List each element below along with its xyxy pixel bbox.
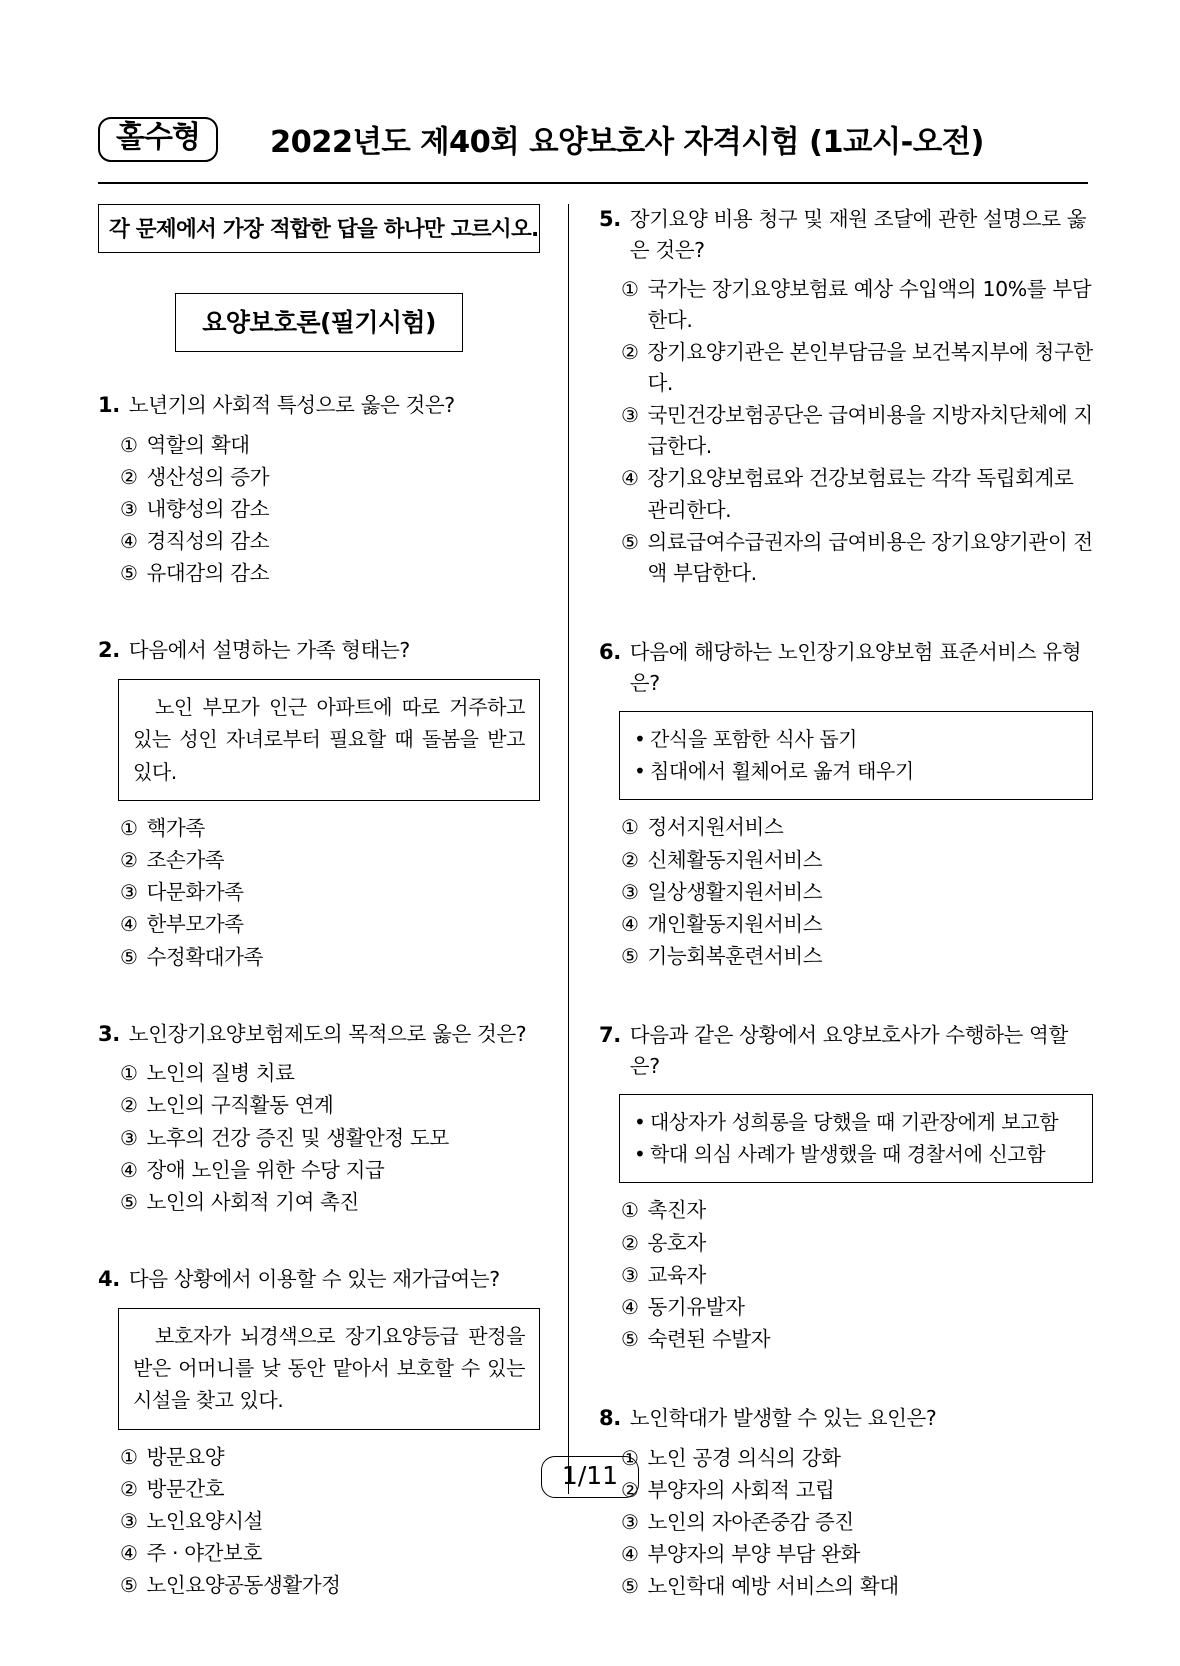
choice-label: 노인의 자아존중감 증진 — [647, 1510, 854, 1534]
question-5 — [599, 204, 1093, 589]
form-type-badge: 홀수형 — [98, 117, 218, 162]
choice-label: 주 · 야간보호 — [146, 1541, 262, 1566]
choice-marker: ③ — [621, 879, 639, 904]
choice-label: 노인의 사회적 기여 촉진 — [146, 1189, 359, 1214]
choice-marker: ⑤ — [621, 1327, 639, 1352]
stem-line: 노인 부모가 인근 아파트에 따로 거주하고 있는 성인 자녀로부터 필요할 때 돌봄을 받고 있다. — [133, 694, 525, 784]
choice-marker: ③ — [621, 1262, 639, 1287]
instruction-box: 각 문제에서 가장 적합한 답을 하나만 고르시오. — [98, 204, 540, 253]
choice-option[interactable] — [120, 1090, 540, 1121]
choice-marker: ③ — [120, 496, 138, 521]
right-column — [593, 204, 1093, 1599]
choice-option[interactable] — [621, 1228, 1093, 1259]
choice-label: 국가는 장기요양보험료 예상 수입액의 10%를 부담한다. — [647, 276, 1092, 332]
choice-label: 노인학대 예방 서비스의 확대 — [647, 1574, 899, 1599]
choice-label: 동기유발자 — [647, 1294, 745, 1319]
choice-marker: ② — [621, 1230, 639, 1255]
choice-option[interactable] — [621, 1260, 1093, 1291]
subject-title: 요양보호론(필기시험) — [175, 293, 463, 352]
choice-option[interactable] — [621, 527, 1093, 589]
question-number: 7. — [599, 1023, 621, 1048]
choice-label: 노인의 구직활동 연계 — [146, 1093, 334, 1118]
question-text: 다음에서 설명하는 가족 형태는? — [128, 638, 410, 663]
choice-marker: ③ — [120, 1509, 138, 1533]
choice-marker: ① — [621, 1198, 639, 1223]
choice-marker: ② — [120, 464, 138, 489]
choice-label: 숙련된 수발자 — [647, 1327, 771, 1352]
choice-marker: ① — [120, 1061, 138, 1086]
question-number: 1. — [98, 393, 120, 417]
choice-marker: ② — [120, 1476, 138, 1501]
choice-marker: ① — [120, 432, 138, 457]
choice-option[interactable] — [621, 1324, 1093, 1355]
choice-label: 노인의 질병 치료 — [146, 1061, 295, 1086]
question-2 — [98, 635, 540, 972]
choice-option[interactable] — [621, 909, 1093, 940]
choice-label: 한부모가족 — [146, 912, 244, 937]
stem-line: 보호자가 뇌경색으로 장기요양등급 판정을 받은 어머니를 낮 동안 맡아서 보호할 수 있는 시설을 찾고 있다. — [133, 1323, 525, 1413]
question-number: 3. — [98, 1021, 120, 1046]
choice-marker: ⑤ — [120, 1573, 138, 1598]
choice-label: 노인요양공동생활가정 — [146, 1573, 341, 1598]
choice-marker: ④ — [120, 528, 138, 553]
choice-label: 의료급여수급권자의 급여비용은 장기요양기관이 전액 부담한다. — [647, 529, 1093, 585]
choice-marker: ① — [120, 1444, 138, 1469]
stem-bullet-item: • 학대 의심 사례가 발생했을 때 경찰서에 신고함 — [634, 1138, 1078, 1170]
question-text: 다음에 해당하는 노인장기요양보험 표준서비스 유형은? — [629, 640, 1082, 695]
choice-marker: ② — [621, 847, 639, 872]
choice-label: 내향성의 감소 — [146, 496, 270, 521]
choice-option[interactable] — [621, 1571, 1093, 1602]
column-divider — [568, 204, 569, 1494]
choice-marker: ⑤ — [621, 1574, 639, 1599]
choice-option[interactable] — [120, 942, 540, 973]
question-7 — [599, 1020, 1093, 1355]
choice-marker: ① — [621, 815, 639, 840]
choice-label: 조손가족 — [146, 848, 225, 873]
question-header — [98, 1019, 540, 1051]
choice-option[interactable] — [120, 1058, 540, 1089]
choice-label: 생산성의 증가 — [146, 464, 270, 489]
choice-label: 수정확대가족 — [146, 944, 263, 969]
question-text: 장기요양 비용 청구 및 재원 조달에 관한 설명으로 옳은 것은? — [629, 207, 1087, 262]
exam-title: 2022년도 제40회 요양보호사 자격시험 (1교시-오전) — [269, 125, 984, 160]
choice-list — [98, 813, 540, 973]
choice-option[interactable] — [621, 1507, 1093, 1538]
choice-marker: ④ — [621, 1294, 639, 1319]
choice-option[interactable] — [621, 400, 1093, 462]
choice-marker: ③ — [120, 1125, 138, 1150]
choice-label: 장애 노인을 위한 수당 지급 — [146, 1157, 385, 1182]
choice-label: 노인요양시설 — [146, 1509, 263, 1533]
choice-marker: ② — [120, 1093, 138, 1118]
choice-option[interactable] — [120, 430, 540, 461]
choice-option[interactable] — [621, 337, 1093, 399]
choice-list — [599, 812, 1093, 972]
choice-label: 정서지원서비스 — [647, 815, 784, 840]
question-text: 다음 상황에서 이용할 수 있는 재가급여는? — [128, 1267, 500, 1292]
question-number: 5. — [599, 207, 621, 231]
question-8 — [599, 1403, 1093, 1602]
choice-option[interactable] — [120, 1570, 540, 1601]
question-1 — [98, 390, 540, 589]
choice-label: 촉진자 — [647, 1198, 706, 1223]
choice-list — [98, 1058, 540, 1218]
question-number: 4. — [98, 1267, 120, 1292]
question-number: 6. — [599, 640, 621, 665]
choice-label: 신체활동지원서비스 — [647, 847, 823, 872]
choice-marker: ① — [621, 1445, 639, 1470]
stem-bullet-item: • 간식을 포함한 식사 돕기 — [634, 723, 1078, 755]
choice-option[interactable] — [120, 1155, 540, 1186]
choice-marker: ④ — [120, 1541, 138, 1566]
question-text: 노인장기요양보험제도의 목적으로 옳은 것은? — [128, 1021, 527, 1046]
choice-option[interactable] — [120, 526, 540, 557]
choice-label: 부양자의 사회적 고립 — [647, 1477, 835, 1502]
question-3 — [98, 1019, 540, 1218]
subject-title-wrap — [98, 293, 540, 352]
question-stem-box — [619, 711, 1093, 801]
choice-option[interactable] — [621, 877, 1093, 908]
two-column-body — [98, 204, 1093, 1599]
question-stem-box — [118, 679, 540, 801]
question-header — [98, 635, 540, 667]
choice-label: 경직성의 감소 — [146, 528, 270, 553]
question-header — [599, 637, 1093, 699]
choice-marker: ② — [621, 1477, 639, 1502]
question-6 — [599, 637, 1093, 972]
question-text: 노년기의 사회적 특성으로 옳은 것은? — [128, 393, 455, 417]
stem-bullet-item: • 대상자가 성희롱을 당했을 때 기관장에게 보고함 — [634, 1106, 1078, 1138]
choice-option[interactable] — [621, 812, 1093, 843]
choice-option[interactable] — [120, 462, 540, 493]
page-header — [98, 108, 1088, 170]
question-header — [599, 204, 1093, 266]
choice-option[interactable] — [621, 845, 1093, 876]
choice-label: 방문간호 — [146, 1476, 225, 1501]
choice-marker: ② — [621, 339, 639, 364]
choice-label: 노인 공경 의식의 강화 — [647, 1445, 841, 1470]
left-column — [98, 204, 558, 1598]
stem-bullet-item: • 침대에서 휠체어로 옮겨 태우기 — [634, 755, 1078, 787]
choice-marker: ⑤ — [621, 529, 639, 554]
choice-label: 부양자의 부양 부담 완화 — [647, 1542, 860, 1567]
choice-label: 기능회복훈련서비스 — [647, 943, 823, 968]
choice-label: 방문요양 — [146, 1444, 225, 1469]
choice-label: 개인활동지원서비스 — [647, 911, 823, 936]
choice-label: 노후의 건강 증진 및 생활안정 도모 — [146, 1125, 449, 1150]
choice-marker: ④ — [120, 912, 138, 937]
choice-marker: ① — [621, 276, 639, 301]
choice-marker: ⑤ — [120, 1189, 138, 1214]
choice-marker: ④ — [621, 911, 639, 936]
choice-label: 핵가족 — [146, 815, 205, 840]
choice-marker: ④ — [621, 466, 639, 491]
choice-marker: ② — [120, 848, 138, 873]
choice-label: 일상생활지원서비스 — [647, 879, 823, 904]
choice-option[interactable] — [120, 877, 540, 908]
choice-option[interactable] — [120, 1506, 540, 1537]
question-4 — [98, 1264, 540, 1601]
question-stem-box — [118, 1308, 540, 1430]
question-header — [98, 1264, 540, 1296]
choice-label: 역할의 확대 — [146, 432, 250, 457]
choice-option[interactable] — [621, 941, 1093, 972]
choice-marker: ④ — [621, 1542, 639, 1567]
choice-marker: ⑤ — [120, 944, 138, 969]
choice-option[interactable] — [120, 1538, 540, 1569]
choice-marker: ⑤ — [621, 943, 639, 968]
choice-option[interactable] — [120, 845, 540, 876]
question-number: 8. — [599, 1406, 621, 1431]
choice-label: 교육자 — [647, 1262, 706, 1287]
choice-list — [599, 274, 1093, 590]
choice-option[interactable] — [120, 909, 540, 940]
header-divider-rule — [98, 182, 1088, 184]
question-header — [599, 1403, 1093, 1435]
question-text: 다음과 같은 상황에서 요양보호사가 수행하는 역할은? — [629, 1023, 1068, 1078]
choice-marker: ③ — [120, 880, 138, 905]
choice-marker: ⑤ — [120, 561, 138, 586]
choice-list — [599, 1195, 1093, 1355]
choice-option[interactable] — [120, 1123, 540, 1154]
choice-label: 옹호자 — [647, 1230, 706, 1255]
choice-label: 장기요양보험료와 건강보험료는 각각 독립회계로 관리한다. — [647, 466, 1074, 522]
choice-option[interactable] — [621, 1539, 1093, 1570]
question-text: 노인학대가 발생할 수 있는 요인은? — [629, 1406, 937, 1431]
question-stem-box — [619, 1094, 1093, 1184]
choice-option[interactable] — [621, 274, 1093, 336]
choice-option[interactable] — [621, 1195, 1093, 1226]
choice-option[interactable] — [621, 463, 1093, 525]
choice-marker: ④ — [120, 1157, 138, 1182]
page-number-badge: 1/11 — [541, 1456, 639, 1498]
choice-label: 다문화가족 — [146, 880, 244, 905]
choice-list — [98, 430, 540, 590]
choice-option[interactable] — [120, 558, 540, 589]
choice-option[interactable] — [120, 1187, 540, 1218]
question-number: 2. — [98, 638, 120, 663]
question-header — [98, 390, 540, 422]
choice-option[interactable] — [120, 494, 540, 525]
choice-option[interactable] — [120, 813, 540, 844]
choice-label: 장기요양기관은 본인부담금을 보건복지부에 청구한다. — [647, 339, 1093, 395]
question-header — [599, 1020, 1093, 1082]
page-footer — [0, 1456, 1180, 1498]
choice-option[interactable] — [621, 1292, 1093, 1323]
choice-label: 국민건강보험공단은 급여비용을 지방자치단체에 지급한다. — [647, 403, 1093, 459]
choice-marker: ③ — [621, 1510, 639, 1534]
choice-marker: ③ — [621, 403, 639, 428]
choice-label: 유대감의 감소 — [146, 561, 270, 586]
choice-marker: ① — [120, 815, 138, 840]
